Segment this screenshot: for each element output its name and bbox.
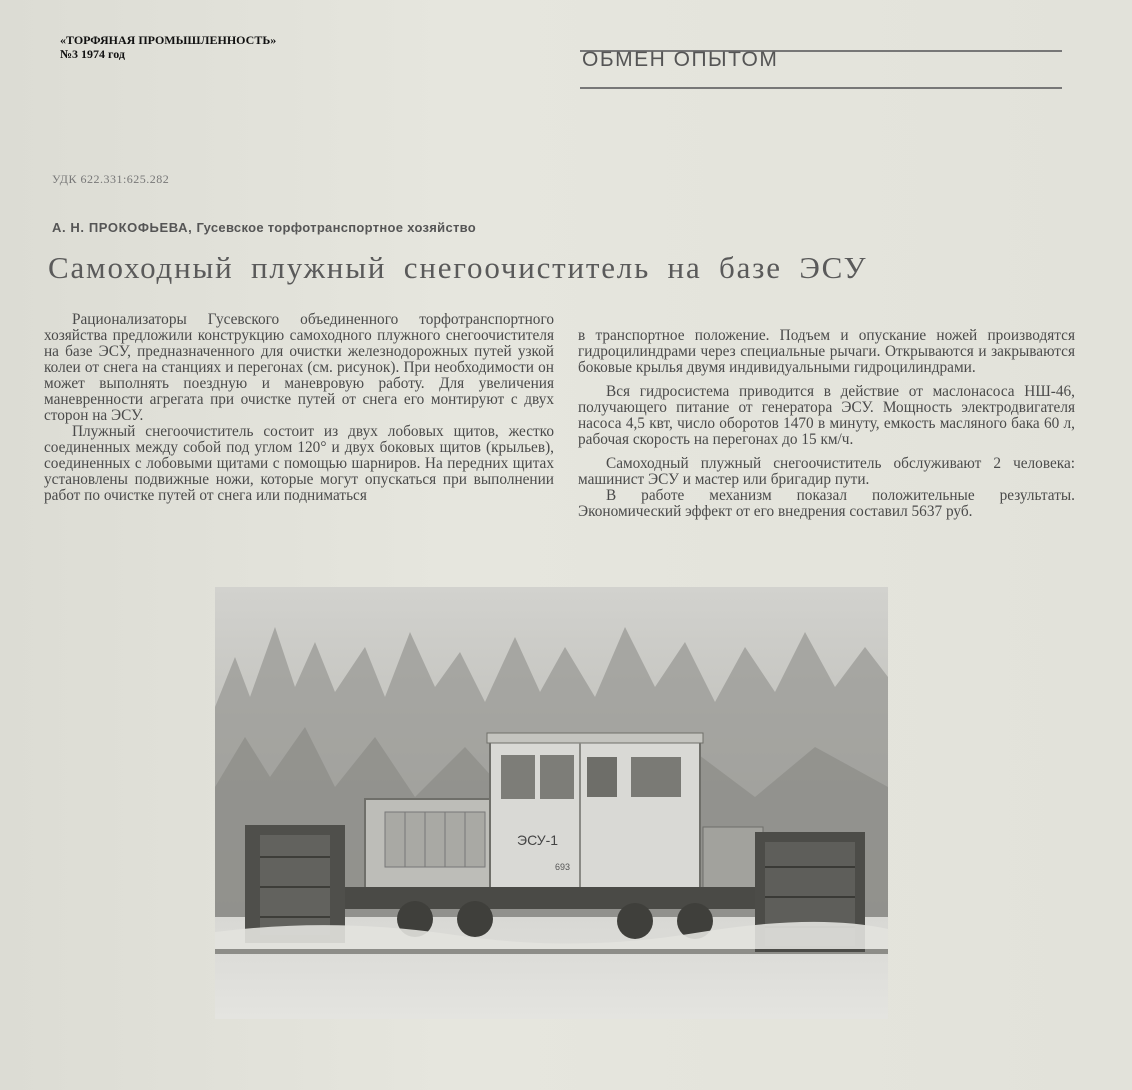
paragraph: в транспортное положение. Подъем и опускание ножей производятся гидроцилиндрами через специальные рычаги. Открываются и закрываются боковые крылья двумя индивидуальными гидроцилиндрами. <box>578 327 1075 376</box>
source-note <box>60 33 276 61</box>
author-line <box>52 220 476 235</box>
paragraph: Плужный снегоочиститель состоит из двух лобовых щитов, жестко соединенных между собой под углом 120° и двух боковых щитов (крыльев), соединенных с лобовыми щитами с помощью шарниров. На передних щитах установлены подвижные ножи, которые могут опускаться при выполнении работ по очистке путей от снега или подниматься <box>44 423 554 504</box>
udc-code: УДК 622.331:625.282 <box>52 172 170 186</box>
text-column-right <box>578 328 1075 520</box>
paragraph: В работе механизм показал положительные результаты. Экономический эффект от его внедрения составил 5637 руб. <box>578 487 1075 520</box>
text-column-left <box>44 312 554 504</box>
journal-name: «ТОРФЯНАЯ ПРОМЫШЛЕННОСТЬ» <box>60 33 277 47</box>
paragraph: Самоходный плужный снегоочиститель обслуживают 2 человека: машинист ЭСУ и мастер или бригадир пути. <box>578 455 1075 488</box>
article-title: Самоходный плужный снегоочиститель на базе ЭСУ <box>48 250 868 285</box>
snowplow-photo <box>215 587 888 1019</box>
rubric-heading: ОБМЕН ОПЫТОМ <box>582 48 779 71</box>
cab-label: ЭСУ-1 <box>517 832 559 848</box>
paragraph: Вся гидросистема приводится в действие от маслонасоса НШ-46, получающего питание от генератора ЭСУ. Мощность электродвигателя насоса 4,5 квт, число оборотов 1470 в минуту, емкость масляного бака 60 л, рабочая скорость на перегонах до 15 км/ч. <box>578 383 1075 448</box>
rubric-rule-bottom <box>580 87 1062 89</box>
cab-number: 693 <box>555 862 571 872</box>
author-organization: Гусевское торфотранспортное хозяйство <box>196 220 477 235</box>
snowplow-photo-illustration <box>215 587 888 1019</box>
journal-issue: №3 1974 год <box>60 47 125 61</box>
paragraph: Рационализаторы Гусевского объединенного торфотранспортного хозяйства предложили конструкцию самоходного плужного снегоочистителя на базе ЭСУ, предназначенного для очистки железнодорожных путей узкой колеи от снега на станциях и перегонах (см. рисунок). При необходимости он может выполнять поездную и маневровую работу. Для увеличения маневренности агрегата при очистке путей от снега его монтируют с двух сторон на ЭСУ. <box>44 311 554 424</box>
author-name: А. Н. ПРОКОФЬЕВА, <box>52 220 193 235</box>
